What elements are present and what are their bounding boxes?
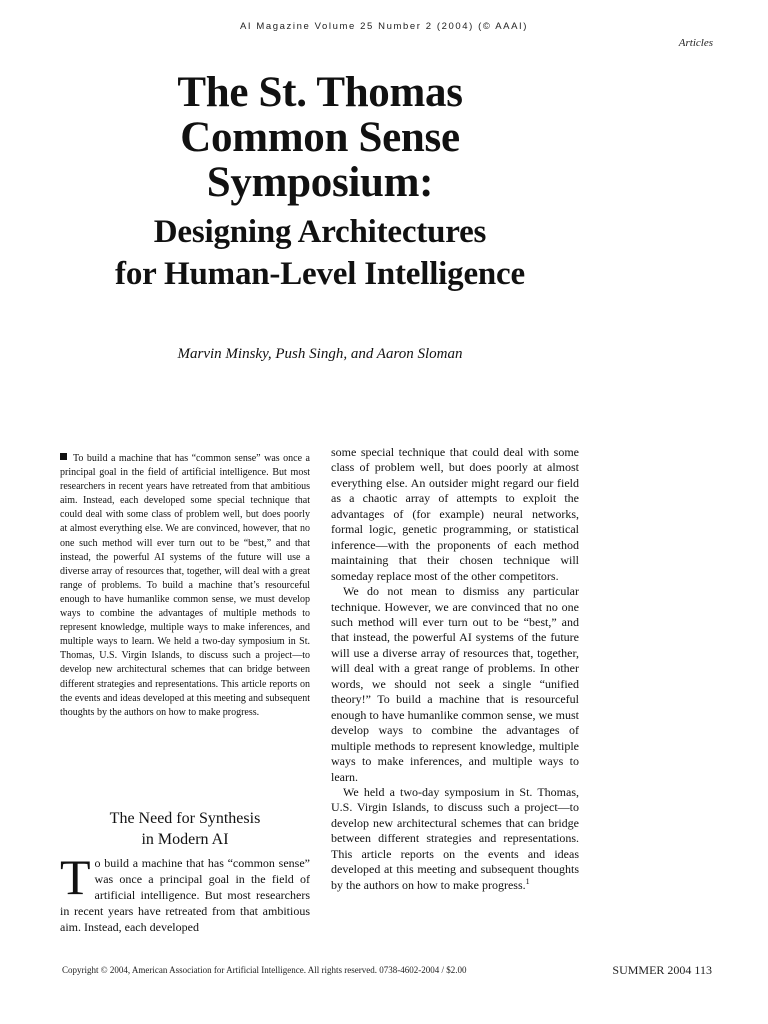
section-label: Articles [678, 37, 713, 49]
subtitle-line: Designing Architectures [153, 214, 487, 250]
title-line: Symposium: [206, 159, 434, 206]
title-line: The St. Thomas [177, 69, 463, 116]
title-line: Common Sense [180, 114, 460, 161]
body-column-left [60, 849, 310, 935]
abstract [60, 452, 310, 720]
copyright-notice: Copyright © 2004, American Association for Artificial Intelligence. All rights reserved. 0738-4602-2004 / $2.00 [62, 965, 467, 975]
journal-header: AI Magazine Volume 25 Number 2 (2004) (© AAAI) [239, 21, 529, 32]
body-column-right [331, 445, 579, 893]
abstract-text: To build a machine that has “common sense” was once a principal goal in the field of artificial intelligence. But most researchers in recent years have retreated from that ambitious aim. Instead, each developed some special technique that could deal with some class of problem well, but does poorly at almost everything else. We are convinced, however, that no one such method will ever turn out to be “best,” and that instead, the powerful AI systems of the future will use a diverse array of resources that, together, will deal with a great range of problems. To build a machine that’s resourceful enough to have humanlike common sense, we must develop ways to combine the advantages of multiple methods to represent knowledge, multiple ways to make inferences, and multiple ways to learn. We held a two-day symposium in St. Thomas, U.S. Virgin Islands, to discuss such a project—to develop new architectural schemes that can bridge between different strategies and representations. This article reports on the events and ideas developed at this meeting and subsequent thoughts by the authors on how to make progress. [60, 453, 310, 718]
drop-cap: T [60, 849, 91, 905]
title-block [40, 70, 600, 295]
section-heading [60, 808, 310, 850]
article-subtitle [40, 211, 600, 295]
section-heading-line: The Need for Synthesis [109, 810, 261, 827]
footnote-reference[interactable]: 1 [525, 876, 530, 886]
issue-page-number: SUMMER 2004 113 [612, 963, 712, 977]
body-paragraph: We do not mean to dismiss any particular technique. However, we are convinced that no one such method will ever turn out to be “best,” and that instead, the powerful AI systems of the future will use a diverse array of resources that, together, will deal with a great range of problems. In other words, we should not seek a single “unified theory!” To build a machine that is resourceful enough to have humanlike common sense, we must develop ways to combine the advantages of multiple methods to represent knowledge, multiple ways to make inferences, and multiple ways to learn. [331, 584, 579, 784]
square-bullet-icon [60, 453, 67, 460]
author-list: Marvin Minsky, Push Singh, and Aaron Sloman [177, 346, 463, 362]
section-heading-line: in Modern AI [141, 831, 229, 848]
body-text: o build a machine that has “common sense” was once a principal goal in the field of artificial intelligence. But most researchers in recent years have retreated from that ambitious aim. Instead, each developed [60, 856, 310, 934]
body-paragraph [331, 785, 579, 893]
body-paragraph-text: We held a two-day symposium in St. Thomas, U.S. Virgin Islands, to discuss such a project—to develop new architectural schemes that can bridge between different strategies and representations. This article reports on the events and ideas developed at this meeting and subsequent thoughts by the authors on how to make progress. [331, 784, 579, 892]
subtitle-line: for Human-Level Intelligence [115, 256, 525, 292]
article-title [40, 70, 600, 205]
body-paragraph: some special technique that could deal with some class of problem well, but does poorly at almost everything else. An outsider might regard our field as a chaotic array of attempts to exploit the advantages of (for example) neural networks, formal logic, genetic programming, or statistical inference—with the proponents of each method maintaining that their chosen technique will someday replace most of the other competitors. [331, 445, 579, 583]
